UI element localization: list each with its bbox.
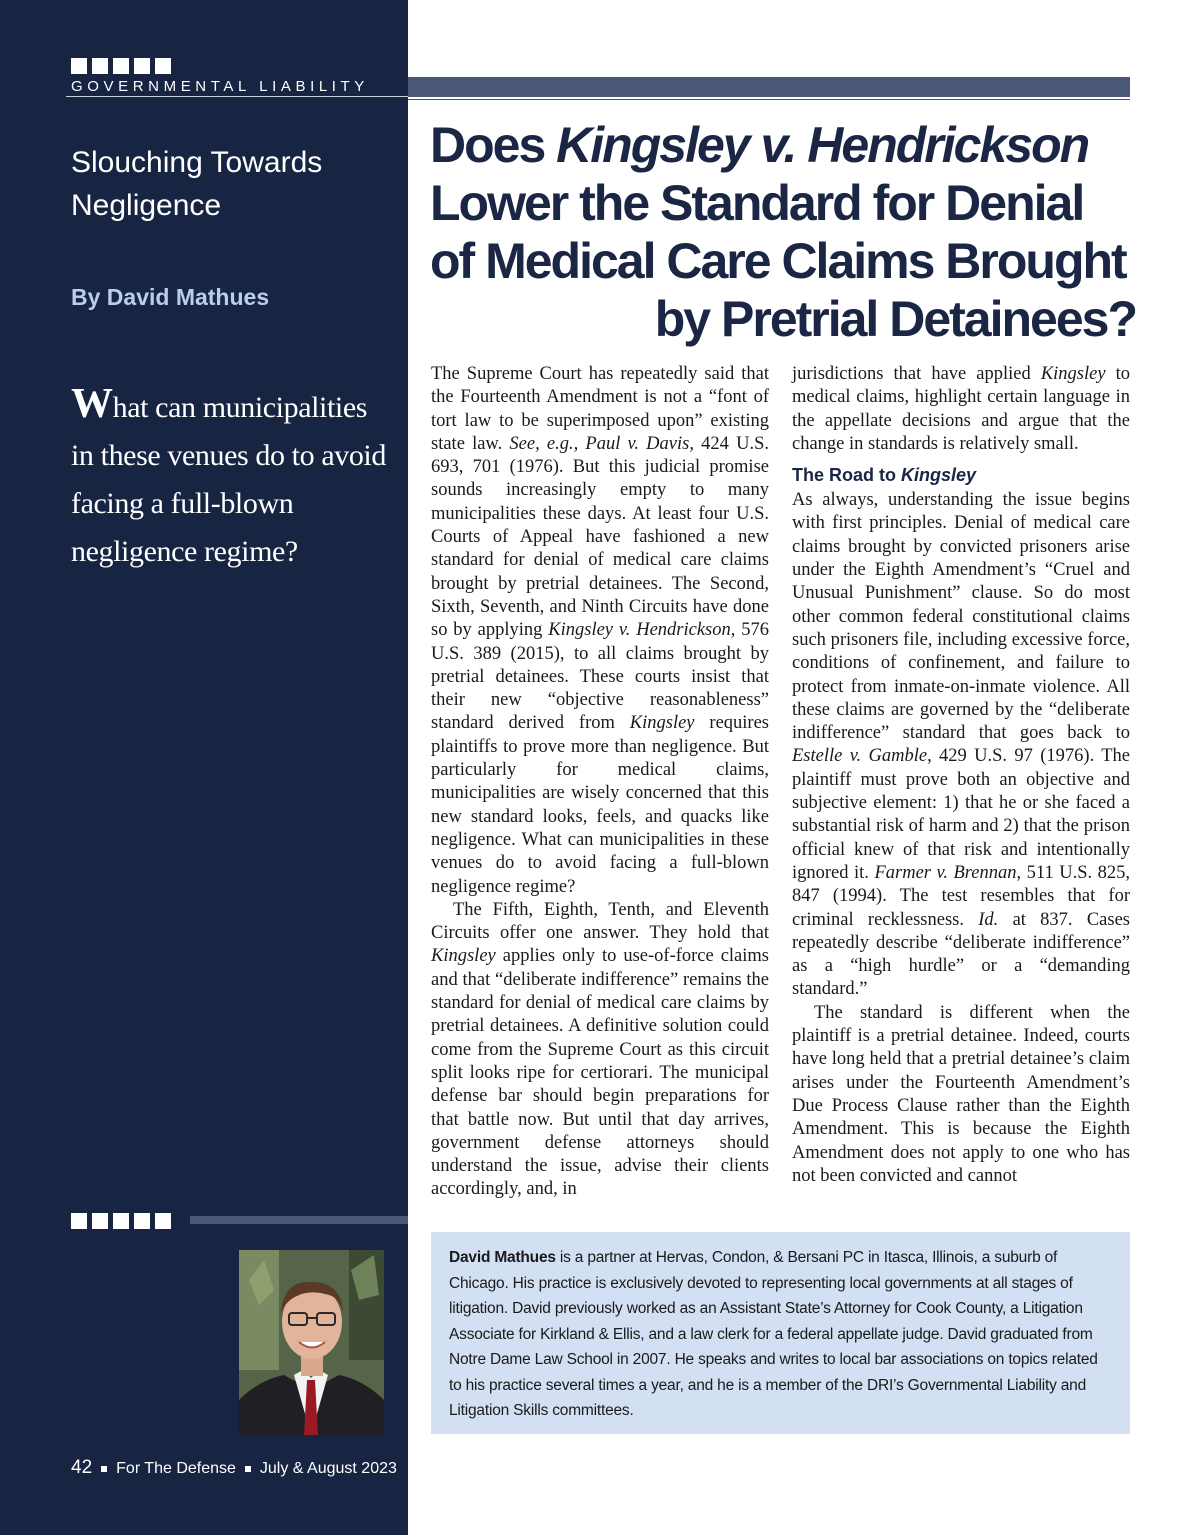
decorative-squares [71, 58, 171, 74]
pull-quote-text: hat can municipalities in these venues do to avoid facing a full-blown negligence regime? [71, 391, 386, 568]
body-paragraph: The Supreme Court has repeatedly said that the Fourteenth Amendment is not a “font of tort law to be superimposed upon” existing state law. See, e.g., Paul v. Davis, 424 U.S. 693, 701 (1976). But this judicial promise sounds increasingly empty to many municipalities these days. At least four U.S. Courts of Appeal have fashioned a new standard for denial of medical care claims brought by pretrial detainees. The Second, Sixth, Seventh, and Ninth Circuits have done so by applying Kingsley v. Hendrickson, 576 U.S. 389 (2015), to all claims brought by pretrial detainees. These courts insist that their new “objective reasonableness” standard derived from Kingsley requires plaintiffs to prove more than negligence. But particularly for medical claims, municipalities are wisely concerned that this new standard looks, feels, and quacks like negligence. What can municipalities in these venues do to avoid facing a full-blown negligence regime? [431, 364, 770, 897]
pull-quote [71, 380, 391, 576]
author-photo [239, 1250, 384, 1435]
bio-text: is a partner at Hervas, Condon, & Bersani PC in Itasca, Illinois, a suburb of Chicago. His practice is exclusively devoted to representing local governments at all stages of litigation. David previously worked as an Assistant State’s Attorney for Cook County, a Litigation Associate for Kirkland & Ellis, and a law clerk for a federal appellate judge. David graduated from Notre Dame Law School in 2007. He speaks and writes to local bar associations on topics related to his practice several times a year, and he is a member of the DRI’s Governmental Liability and Litigation Skills committees. [449, 1249, 1098, 1419]
byline: By David Mathues [71, 284, 270, 310]
author-bio-box [431, 1232, 1130, 1434]
body-column-1 [431, 363, 769, 1202]
footer-bullet [245, 1466, 251, 1472]
body-paragraph: The standard is different when the plaintiff is a pretrial detainee. Indeed, courts have long held that a pretrial detainee’s claim arises under the Fourteenth Amendment’s Due Process Clause rather than the Eighth Amendment. This is because the Eighth Amendment does not apply to one who has not been convicted and cannot [792, 1002, 1130, 1186]
page-footer [71, 1457, 397, 1479]
headline-line-4: by Pretrial Detainees? [654, 291, 1136, 347]
kicker-title: Slouching Towards Negligence [71, 146, 323, 222]
drop-cap: W [71, 381, 113, 427]
article-headline [430, 116, 1136, 348]
body-column-2 [792, 363, 1130, 1188]
issue-date: July & August 2023 [259, 1460, 397, 1477]
headline-line-3: of Medical Care Claims Brought [430, 233, 1126, 289]
bio-author-name: David Mathues [449, 1249, 556, 1266]
headline-line-1: Does Kingsley v. Hendrickson [430, 117, 1089, 173]
decorative-squares [71, 1213, 171, 1229]
body-paragraph: The Fifth, Eighth, Tenth, and Eleventh Circuits offer one answer. They hold that Kingsley applies only to use-of-force claims and that “deliberate indifference” remains the standard for denial of medical care claims by pretrial detainees. A definitive solution could come from the Supreme Court as this circuit split looks ripe for certiorari. The municipal defense bar should begin preparations for that battle now. But until that day arrives, government defense attorneys should understand the issue, advise their clients accordingly, and, in [431, 899, 769, 1200]
divider-bar [190, 1216, 408, 1224]
body-paragraph: As always, understanding the issue begins with first principles. Denial of medical care claims brought by convicted prisoners arise under the Eighth Amendment’s “Cruel and Unusual Punishment” clause. So do most other common federal constitutional claims such prisoners file, including excessive force, conditions of confinement, and failure to protect from inmate-on-inmate violence. All these claims are governed by the “deliberate indifference” standard that goes back to Estelle v. Gamble, 429 U.S. 97 (1976). The plaintiff must prove both an objective and subjective element: 1) that he or she faced a substantial risk of harm and 2) that the prison official knew of that risk and intentionally ignored it. Farmer v. Brennan, 511 U.S. 825, 847 (1994). The test resembles that for criminal recklessness. Id. at 837. Cases repeatedly describe “deliberate indifference” as a “high hurdle” or a “demanding standard.” [792, 490, 1131, 1000]
headline-case-name: Kingsley v. Hendrickson [556, 117, 1089, 173]
headline-line-2: Lower the Standard for Denial [430, 175, 1084, 231]
section-rule-bar [408, 77, 1130, 97]
body-paragraph: jurisdictions that have applied Kingsley to medical claims, highlight certain language in the appellate decisions and argue that the change in standards is relatively small. [792, 364, 1131, 454]
section-rule-line [408, 99, 1130, 100]
publication-name: For The Defense [116, 1460, 236, 1477]
section-label-underline [66, 96, 408, 97]
page-number: 42 [71, 1457, 93, 1478]
section-label: GOVERNMENTAL LIABILITY [71, 78, 369, 95]
footer-bullet [101, 1466, 107, 1472]
section-subhead: The Road to Kingsley [792, 465, 977, 486]
